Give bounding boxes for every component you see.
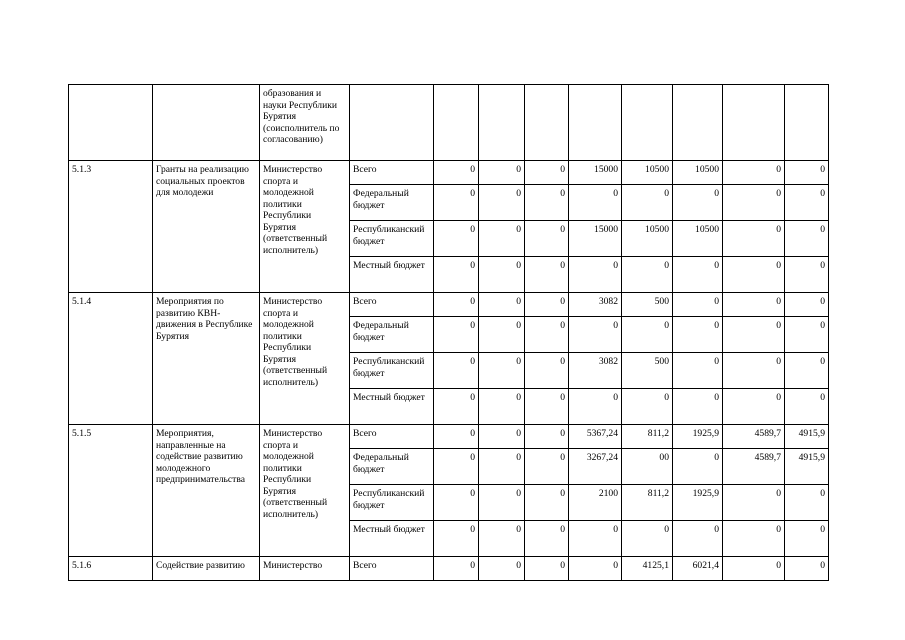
cell-value: 0 (723, 257, 785, 293)
cell-value: 0 (569, 389, 622, 425)
cell-value (479, 85, 525, 161)
cell-value: 15000 (569, 221, 622, 257)
cell-value: 1925,9 (673, 425, 723, 449)
cell-name: Содействие развитию (153, 557, 260, 581)
cell-value: 0 (434, 425, 479, 449)
cell-value: 0 (785, 161, 829, 185)
cell-value: 0 (723, 353, 785, 389)
cell-value: 0 (525, 521, 569, 557)
budget-table (68, 84, 829, 581)
cell-code: 5.1.5 (69, 425, 153, 557)
cell-value: 0 (723, 557, 785, 581)
cell-value: 0 (723, 221, 785, 257)
cell-code: 5.1.4 (69, 293, 153, 425)
cell-value: 10500 (622, 221, 673, 257)
cell-value (525, 85, 569, 161)
table-row (69, 557, 829, 581)
cell-code (69, 85, 153, 161)
cell-value: 0 (479, 449, 525, 485)
cell-value: 3082 (569, 353, 622, 389)
cell-value: 0 (673, 389, 723, 425)
cell-source: Всего (350, 293, 434, 317)
cell-source: Всего (350, 425, 434, 449)
cell-value: 0 (569, 521, 622, 557)
cell-value: 2100 (569, 485, 622, 521)
cell-value: 0 (622, 185, 673, 221)
cell-value: 0 (723, 161, 785, 185)
cell-name: Гранты на реализацию социальных проектов для молодежи (153, 161, 260, 293)
cell-value: 1925,9 (673, 485, 723, 521)
table-row-continuation (69, 85, 829, 161)
cell-value: 0 (479, 425, 525, 449)
cell-value: 10500 (673, 221, 723, 257)
cell-name: Мероприятия, направленные на содействие развитию молодежного предпринимательства (153, 425, 260, 557)
cell-value: 0 (434, 185, 479, 221)
cell-value: 0 (434, 221, 479, 257)
cell-value: 15000 (569, 161, 622, 185)
cell-source: Республиканский бюджет (350, 221, 434, 257)
cell-value: 0 (434, 257, 479, 293)
cell-executor: Министерство спорта и молодежной политики Республики Бурятия (ответственный исполнитель) (260, 425, 350, 557)
table-body (69, 85, 829, 581)
cell-value: 0 (785, 317, 829, 353)
cell-value: 0 (479, 293, 525, 317)
cell-value: 0 (673, 317, 723, 353)
cell-value: 4915,9 (785, 449, 829, 485)
cell-value: 0 (479, 521, 525, 557)
cell-value: 0 (569, 557, 622, 581)
cell-value: 0 (434, 557, 479, 581)
cell-value: 0 (525, 185, 569, 221)
cell-value: 0 (569, 317, 622, 353)
table-row (69, 161, 829, 185)
cell-value: 0 (525, 293, 569, 317)
cell-value: 0 (723, 485, 785, 521)
cell-value: 0 (479, 353, 525, 389)
cell-value: 0 (785, 221, 829, 257)
cell-value: 0 (479, 185, 525, 221)
cell-value: 10500 (622, 161, 673, 185)
cell-value: 6021,4 (673, 557, 723, 581)
cell-value: 0 (479, 161, 525, 185)
cell-value (673, 85, 723, 161)
cell-executor: Министерство спорта и молодежной политики Республики Бурятия (ответственный исполнитель) (260, 161, 350, 293)
cell-value: 0 (525, 317, 569, 353)
cell-source: Местный бюджет (350, 521, 434, 557)
cell-executor: Министерство спорта и молодежной политики Республики Бурятия (ответственный исполнитель) (260, 293, 350, 425)
cell-value: 0 (434, 485, 479, 521)
cell-value: 4915,9 (785, 425, 829, 449)
cell-value: 0 (434, 293, 479, 317)
cell-value: 0 (622, 257, 673, 293)
cell-value: 0 (673, 185, 723, 221)
cell-executor: образования и науки Республики Бурятия (соисполнитель по согласованию) (260, 85, 350, 161)
cell-source: Республиканский бюджет (350, 485, 434, 521)
cell-value: 4125,1 (622, 557, 673, 581)
cell-source: Местный бюджет (350, 257, 434, 293)
cell-value: 4589,7 (723, 449, 785, 485)
cell-value: 0 (479, 317, 525, 353)
cell-value: 0 (723, 389, 785, 425)
cell-value (723, 85, 785, 161)
cell-code: 5.1.6 (69, 557, 153, 581)
cell-value: 0 (673, 353, 723, 389)
cell-value: 811,2 (622, 485, 673, 521)
cell-value: 0 (479, 221, 525, 257)
cell-value: 500 (622, 293, 673, 317)
cell-value: 0 (525, 353, 569, 389)
cell-value: 0 (673, 293, 723, 317)
cell-source: Федеральный бюджет (350, 185, 434, 221)
cell-value: 0 (525, 161, 569, 185)
cell-value: 0 (785, 485, 829, 521)
cell-value: 0 (525, 557, 569, 581)
cell-value: 0 (785, 389, 829, 425)
cell-value: 0 (785, 185, 829, 221)
cell-value: 0 (673, 521, 723, 557)
cell-value: 3267,24 (569, 449, 622, 485)
cell-value (622, 85, 673, 161)
cell-value: 10500 (673, 161, 723, 185)
table-row (69, 425, 829, 449)
cell-value: 0 (785, 257, 829, 293)
cell-value: 4589,7 (723, 425, 785, 449)
cell-value: 3082 (569, 293, 622, 317)
cell-value: 0 (434, 353, 479, 389)
cell-source: Республиканский бюджет (350, 353, 434, 389)
cell-value (434, 85, 479, 161)
cell-value: 0 (622, 521, 673, 557)
cell-value: 0 (569, 185, 622, 221)
cell-value: 00 (622, 449, 673, 485)
cell-value: 0 (673, 449, 723, 485)
cell-value: 0 (434, 389, 479, 425)
cell-value: 5367,24 (569, 425, 622, 449)
cell-value: 811,2 (622, 425, 673, 449)
cell-value: 0 (622, 389, 673, 425)
cell-value: 0 (434, 161, 479, 185)
cell-value: 0 (479, 257, 525, 293)
cell-value: 0 (525, 425, 569, 449)
cell-value (785, 85, 829, 161)
cell-value: 0 (479, 557, 525, 581)
cell-source: Федеральный бюджет (350, 317, 434, 353)
cell-executor: Министерство (260, 557, 350, 581)
table-row (69, 293, 829, 317)
cell-source: Всего (350, 557, 434, 581)
cell-value: 0 (785, 293, 829, 317)
cell-value: 0 (434, 521, 479, 557)
cell-value: 0 (525, 449, 569, 485)
cell-value: 0 (479, 485, 525, 521)
cell-value: 0 (622, 317, 673, 353)
cell-code: 5.1.3 (69, 161, 153, 293)
cell-source: Всего (350, 161, 434, 185)
cell-value: 0 (723, 317, 785, 353)
cell-value: 500 (622, 353, 673, 389)
cell-value: 0 (673, 257, 723, 293)
cell-value: 0 (785, 521, 829, 557)
cell-value: 0 (479, 389, 525, 425)
cell-name: Мероприятия по развитию КВН-движения в Республике Бурятия (153, 293, 260, 425)
cell-value: 0 (434, 317, 479, 353)
cell-value: 0 (569, 257, 622, 293)
cell-source: Федеральный бюджет (350, 449, 434, 485)
cell-value: 0 (525, 389, 569, 425)
cell-source (350, 85, 434, 161)
cell-value: 0 (525, 221, 569, 257)
cell-name (153, 85, 260, 161)
cell-value: 0 (723, 293, 785, 317)
cell-value: 0 (525, 257, 569, 293)
cell-value: 0 (785, 353, 829, 389)
cell-value (569, 85, 622, 161)
cell-value: 0 (785, 557, 829, 581)
cell-source: Местный бюджет (350, 389, 434, 425)
cell-value: 0 (434, 449, 479, 485)
cell-value: 0 (723, 185, 785, 221)
cell-value: 0 (723, 521, 785, 557)
cell-value: 0 (525, 485, 569, 521)
